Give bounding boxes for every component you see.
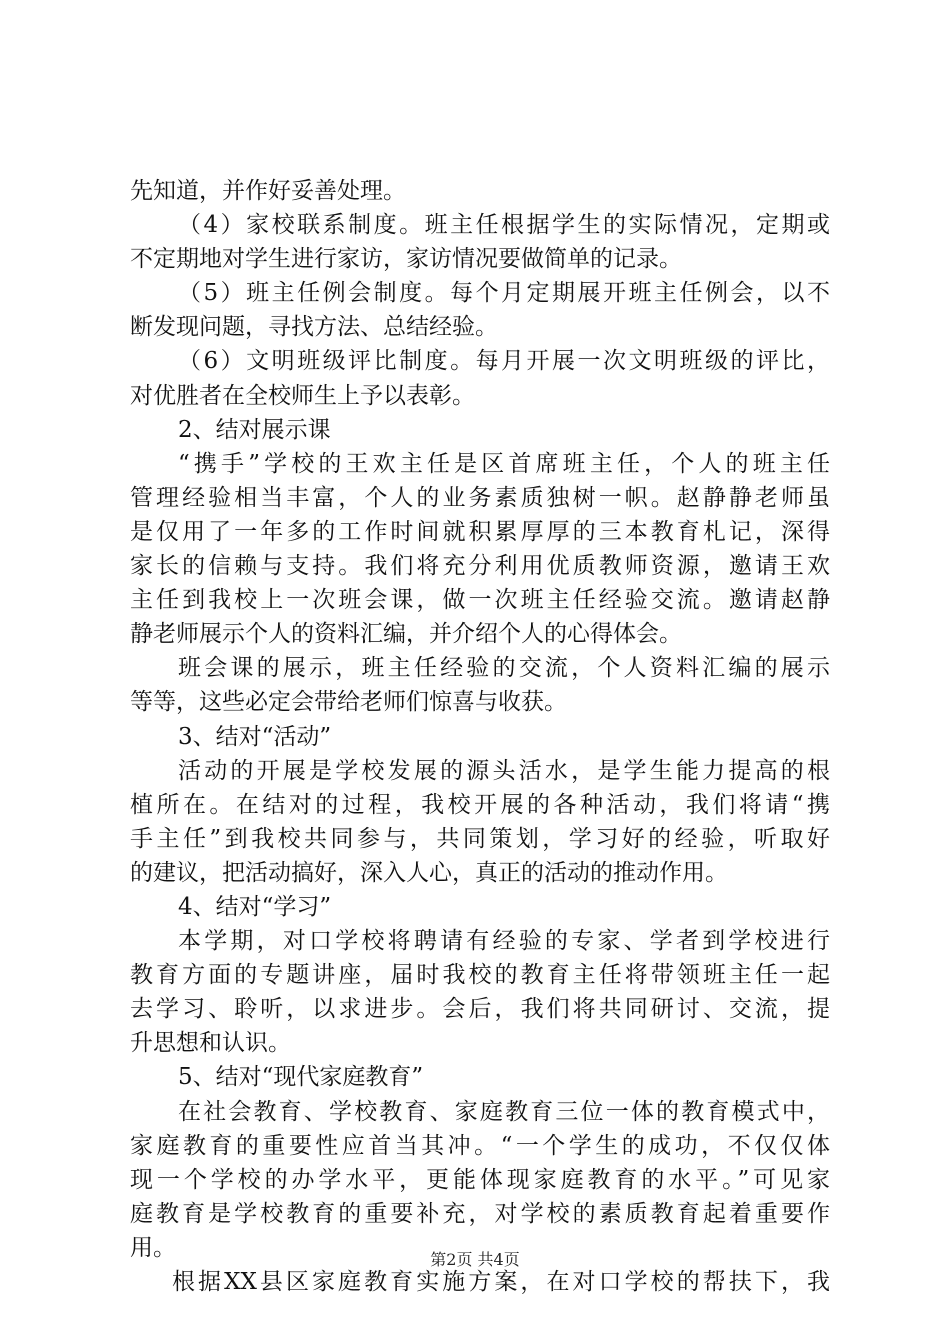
text-line: 活动的开展是学校发展的源头活水，是学生能力提高的根 [178,757,830,784]
text-line: 根据XX县区家庭教育实施方案，在对口学校的帮扶下，我 [172,1269,830,1295]
text-line: 去学习、聆听，以求进步。会后，我们将共同研讨、交流，提 [130,996,830,1023]
text-line: 本学期，对口学校将聘请有经验的专家、学者到学校进行 [178,928,830,955]
text-line: （6）文明班级评比制度。每月开展一次文明班级的评比， [178,348,830,375]
text-line: 升思想和认识。 [130,1030,291,1057]
text-line: 在社会教育、学校教育、家庭教育三位一体的教育模式中， [178,1098,830,1125]
text-line: 是仅用了一年多的工作时间就积累厚厚的三本教育札记，深得 [130,518,830,545]
text-line: （4）家校联系制度。班主任根据学生的实际情况，定期或 [178,212,830,239]
page-number: 第2页 共4页 [430,1250,520,1269]
text-line: 现一个学校的办学水平，更能体现家庭教育的水平。”可见家 [130,1166,830,1193]
text-line: 班会课的展示，班主任经验的交流，个人资料汇编的展示 [178,655,830,682]
section-heading: 2、结对展示课 [178,416,331,443]
text-line: 不定期地对学生进行家访，家访情况要做简单的记录。 [130,246,682,273]
text-line: 对优胜者在全校师生上予以表彰。 [130,382,475,409]
text-line: 家庭教育的重要性应首当其冲。“一个学生的成功，不仅仅体 [130,1132,830,1159]
text-line: 等等，这些必定会带给老师们惊喜与收获。 [130,689,567,716]
text-line: 管理经验相当丰富，个人的业务素质独树一帜。赵静静老师虽 [130,484,830,511]
text-line: 庭教育是学校教育的重要补充，对学校的素质教育起着重要作 [130,1200,830,1227]
text-line: 的建议，把活动搞好，深入人心，真正的活动的推动作用。 [130,859,728,886]
text-line: 断发现问题，寻找方法、总结经验。 [130,314,498,341]
page-footer [0,1249,950,1271]
text-line: 用。 [130,1234,176,1261]
text-line: 教育方面的专题讲座，届时我校的教育主任将带领班主任一起 [130,962,830,989]
text-line: “携手”学校的王欢主任是区首席班主任，个人的班主任 [178,450,830,477]
text-line: 先知道，并作好妥善处理。 [130,178,406,204]
section-heading: 3、结对“活动” [178,723,332,750]
section-heading: 4、结对“学习” [178,893,332,920]
text-line: 主任到我校上一次班会课，做一次班主任经验交流。邀请赵静 [130,587,830,614]
text-line: （5）班主任例会制度。每个月定期展开班主任例会，以不 [178,280,830,307]
text-line: 手主任”到我校共同参与，共同策划，学习好的经验，听取好 [130,825,830,852]
text-line: 静老师展示个人的资料汇编，并介绍个人的心得体会。 [130,621,682,648]
document-body [130,174,830,1299]
section-heading: 5、结对“现代家庭教育” [178,1064,424,1091]
text-line: 植所在。在结对的过程，我校开展的各种活动，我们将请“携 [130,791,830,818]
text-line: 家长的信赖与支持。我们将充分利用优质教师资源，邀请王欢 [130,553,830,580]
